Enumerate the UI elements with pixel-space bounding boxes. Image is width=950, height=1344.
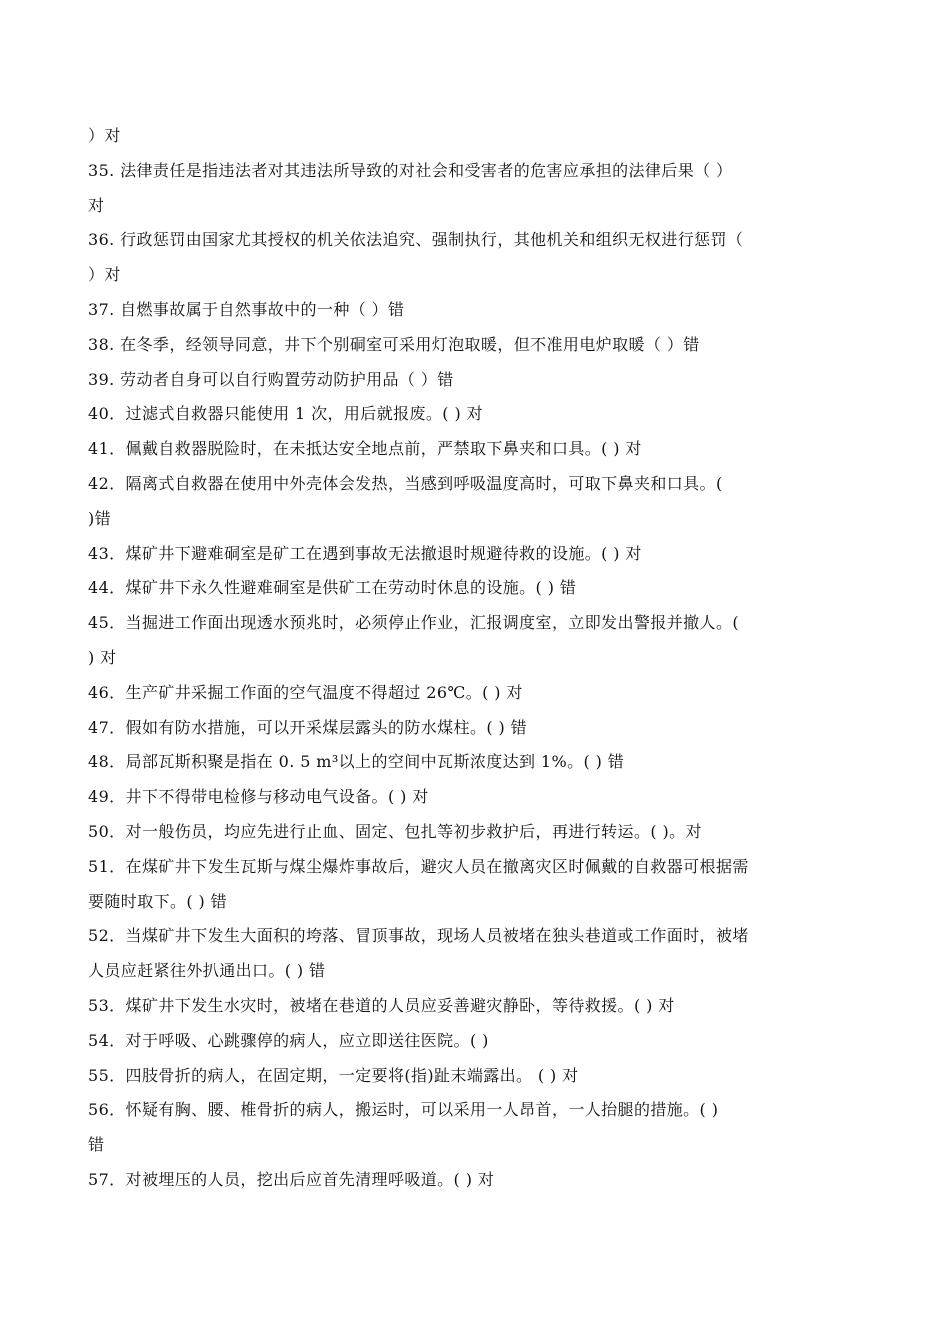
text-line: 37. 自燃事故属于自然事故中的一种（ ）错 xyxy=(88,299,405,319)
text-line: 要随时取下。( ) 错 xyxy=(88,891,228,911)
text-line: 56．怀疑有胸、腰、椎骨折的病人，搬运时，可以采用一人昂首，一人抬腿的措施。( ) xyxy=(88,1100,719,1120)
text-line: 55．四肢骨折的病人，在固定期，一定要将(指)趾末端露出。 ( ) 对 xyxy=(88,1065,579,1085)
text-line: 54．对于呼吸、心跳骤停的病人，应立即送往医院。( ) xyxy=(88,1030,489,1050)
text-line: 47．假如有防水措施，可以开采煤层露头的防水煤柱。( ) 错 xyxy=(88,717,528,737)
text-line: 51．在煤矿井下发生瓦斯与煤尘爆炸事故后，避灾人员在撤离灾区时佩戴的自救器可根据需 xyxy=(88,856,749,876)
text-line: 38. 在冬季，经领导同意，井下个别硐室可采用灯泡取暖，但不准用电炉取暖（ ）错 xyxy=(88,334,700,354)
text-line: 43．煤矿井下避难硐室是矿工在遇到事故无法撤退时规避待救的设施。( ) 对 xyxy=(88,543,642,563)
text-line: 53．煤矿井下发生水灾时，被堵在巷道的人员应妥善避灾静卧，等待救援。( ) 对 xyxy=(88,995,675,1015)
text-line: 45．当掘进工作面出现透水预兆时，必须停止作业，汇报调度室，立即发出警报并撤人。( xyxy=(88,613,740,633)
text-line: )错 xyxy=(88,508,112,528)
text-line: 40．过滤式自救器只能使用 1 次，用后就报废。( ) 对 xyxy=(88,404,483,424)
text-line: 人员应赶紧往外扒通出口。( ) 错 xyxy=(88,961,326,981)
text-line: 49．井下不得带电检修与移动电气设备。( ) 对 xyxy=(88,787,429,807)
text-line: ）对 xyxy=(88,265,121,285)
text-line: 46．生产矿井采掘工作面的空气温度不得超过 26℃。( ) 对 xyxy=(88,682,523,702)
text-line: 对 xyxy=(88,195,105,215)
document-body xyxy=(88,119,873,1198)
text-line: 57．对被埋压的人员，挖出后应首先清理呼吸道。( ) 对 xyxy=(88,1169,495,1189)
text-line: 42．隔离式自救器在使用中外壳体会发热，当感到呼吸温度高时，可取下鼻夹和口具。( xyxy=(88,473,723,493)
text-line: 39. 劳动者自身可以自行购置劳动防护用品（ ）错 xyxy=(88,369,454,389)
text-line: 41．佩戴自救器脱险时，在未抵达安全地点前，严禁取下鼻夹和口具。( ) 对 xyxy=(88,439,642,459)
text-line: 44．煤矿井下永久性避难硐室是供矿工在劳动时休息的设施。( ) 错 xyxy=(88,578,577,598)
text-line: ）对 xyxy=(88,126,121,145)
text-line: ) 对 xyxy=(88,647,117,667)
text-line: 48．局部瓦斯积聚是指在 0. 5 m³以上的空间中瓦斯浓度达到 1%。( ) 错 xyxy=(88,752,625,772)
text-line: 35. 法律责任是指违法者对其违法所导致的对社会和受害者的危害应承担的法律后果（ ） xyxy=(88,160,733,180)
text-line: 36. 行政惩罚由国家尤其授权的机关依法追究、强制执行，其他机关和组织无权进行惩罚（ xyxy=(88,230,744,250)
text-line: 错 xyxy=(88,1135,105,1155)
text-line: 52．当煤矿井下发生大面积的垮落、冒顶事故，现场人员被堵在独头巷道或工作面时，被堵 xyxy=(88,926,749,946)
text-line: 50．对一般伤员，均应先进行止血、固定、包扎等初步救护后，再进行转运。( )。对 xyxy=(88,821,702,841)
